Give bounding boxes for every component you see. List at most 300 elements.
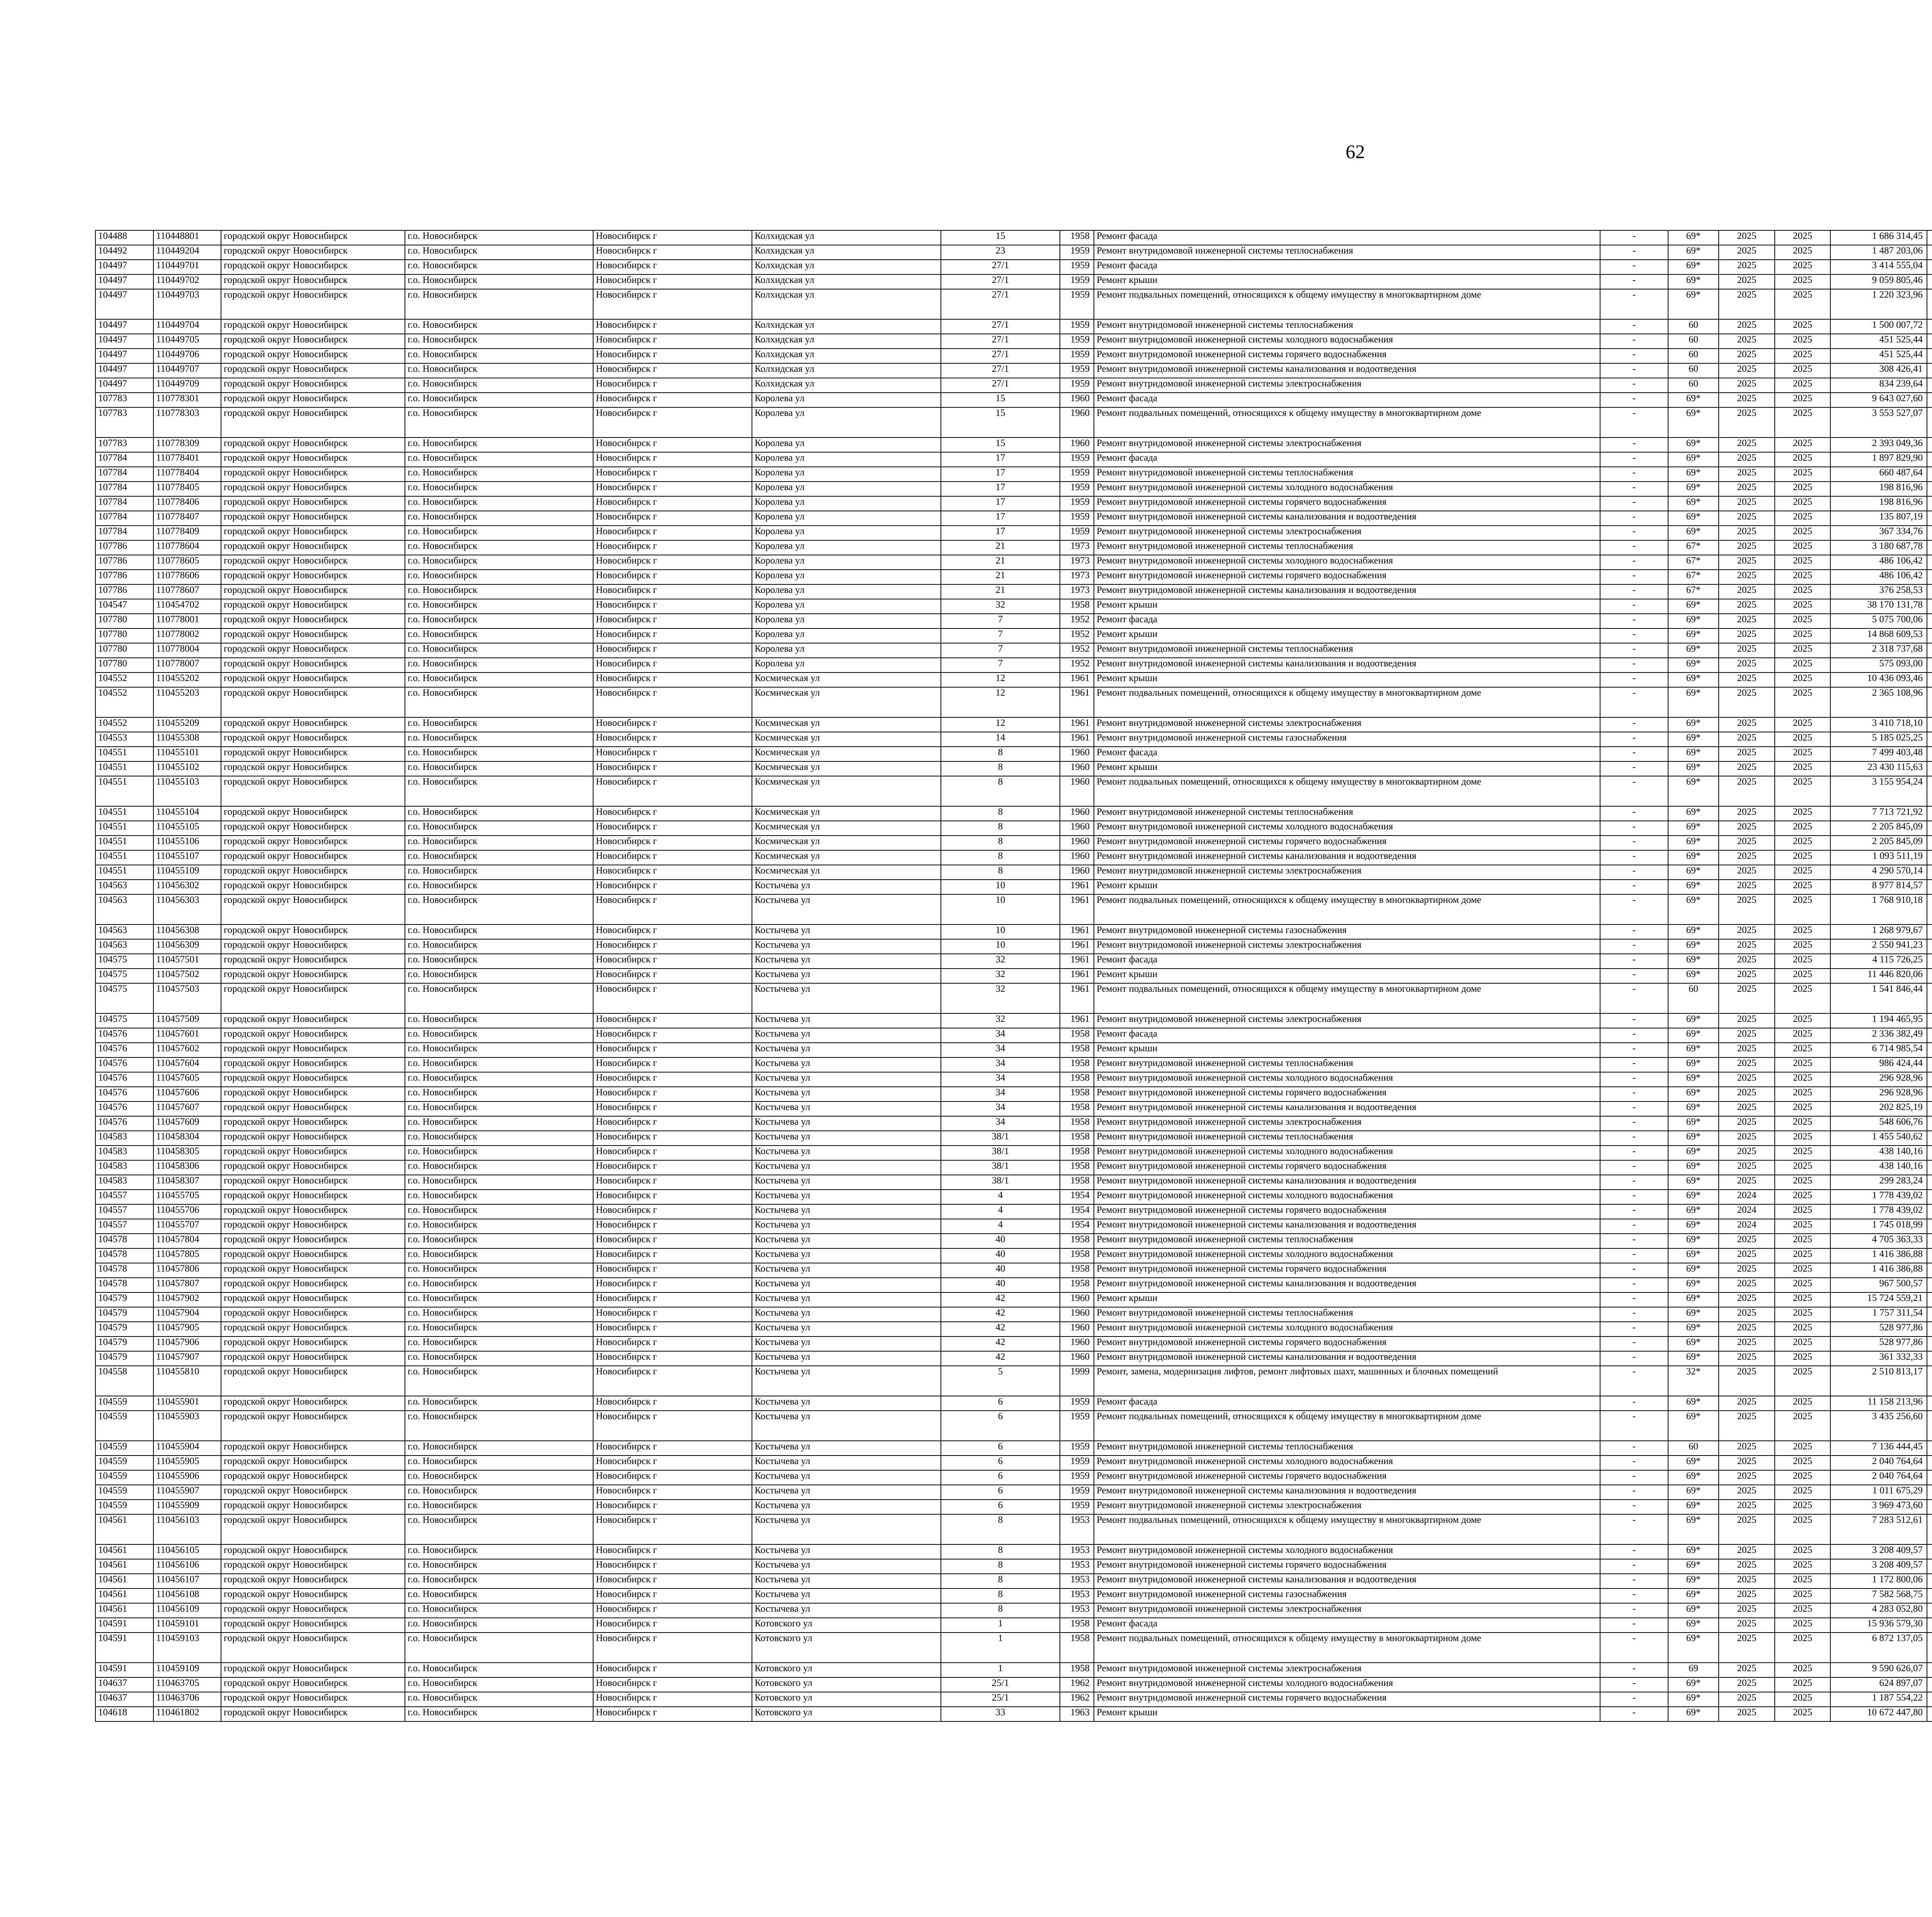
build-year-cell: 1958 xyxy=(1060,599,1094,614)
completion-year-cell: 2025 xyxy=(1775,1057,1830,1072)
build-year-cell: 1959 xyxy=(1060,274,1094,289)
work-type-cell: Ремонт внутридомовой инженерной системы холодного водоснабжения xyxy=(1094,1146,1600,1160)
planned-year-cell: 2025 xyxy=(1719,274,1775,289)
locality-cell: Новосибирск г xyxy=(593,1307,752,1322)
municipality-cell: г.о. Новосибирск xyxy=(405,880,593,894)
total-cost-cell: 308 426,41 xyxy=(1830,363,1927,378)
locality-cell: Новосибирск г xyxy=(593,230,752,245)
planned-year-cell: 2025 xyxy=(1719,1278,1775,1292)
municipality-cell: г.о. Новосибирск xyxy=(405,482,593,496)
house-number-cell: 34 xyxy=(941,1028,1060,1043)
district-cell: городской округ Новосибирск xyxy=(221,1219,405,1234)
locality-cell: Новосибирск г xyxy=(593,614,752,628)
municipality-cell: г.о. Новосибирск xyxy=(405,467,593,482)
object-id-cell: 104563 xyxy=(95,894,153,924)
municipality-cell: г.о. Новосибирск xyxy=(405,836,593,850)
work-type-cell: Ремонт фасада xyxy=(1094,1396,1600,1411)
placeholder-cell: - xyxy=(1600,1500,1668,1514)
locality-cell: Новосибирск г xyxy=(593,1043,752,1057)
locality-cell: Новосибирск г xyxy=(593,717,752,732)
district-cell: городской округ Новосибирск xyxy=(221,1072,405,1087)
total-cost-cell: 1 778 439,02 xyxy=(1830,1204,1927,1219)
completion-year-cell: 2025 xyxy=(1775,438,1830,452)
fund-cost-cell xyxy=(1927,363,1932,378)
municipality-cell: г.о. Новосибирск xyxy=(405,1234,593,1248)
house-number-cell: 32 xyxy=(941,1013,1060,1028)
fund-cost-cell xyxy=(1927,349,1932,363)
object-id-cell: 104576 xyxy=(95,1057,153,1072)
build-year-cell: 1960 xyxy=(1060,865,1094,880)
planned-year-cell: 2025 xyxy=(1719,1072,1775,1087)
table-row xyxy=(95,540,1932,555)
fund-cost-cell xyxy=(1927,954,1932,969)
completion-year-cell: 2025 xyxy=(1775,363,1830,378)
planned-year-cell: 2025 xyxy=(1719,983,1775,1013)
total-cost-cell: 2 040 764,64 xyxy=(1830,1470,1927,1485)
object-id-cell: 104561 xyxy=(95,1559,153,1574)
build-year-cell: 1958 xyxy=(1060,1072,1094,1087)
completion-year-cell: 2025 xyxy=(1775,482,1830,496)
work-code-cell: 110458304 xyxy=(153,1131,221,1146)
municipality-cell: г.о. Новосибирск xyxy=(405,1500,593,1514)
table-row xyxy=(95,1618,1932,1633)
completion-year-cell: 2025 xyxy=(1775,687,1830,717)
work-type-cell: Ремонт внутридомовой инженерной системы канализования и водоотведения xyxy=(1094,658,1600,672)
fund-cost-cell xyxy=(1927,643,1932,658)
municipality-cell: г.о. Новосибирск xyxy=(405,1485,593,1500)
placeholder-cell: - xyxy=(1600,1146,1668,1160)
locality-cell: Новосибирск г xyxy=(593,1366,752,1396)
object-id-cell: 104578 xyxy=(95,1278,153,1292)
planned-year-cell: 2025 xyxy=(1719,1588,1775,1603)
fund-cost-cell xyxy=(1927,1057,1932,1072)
work-type-cell: Ремонт внутридомовой инженерной системы канализования и водоотведения xyxy=(1094,1219,1600,1234)
street-cell: Костычева ул xyxy=(752,1248,941,1263)
table-row xyxy=(95,1559,1932,1574)
work-type-cell: Ремонт фасада xyxy=(1094,393,1600,407)
municipality-cell: г.о. Новосибирск xyxy=(405,1307,593,1322)
work-type-cell: Ремонт внутридомовой инженерной системы канализования и водоотведения xyxy=(1094,363,1600,378)
house-number-cell: 8 xyxy=(941,1588,1060,1603)
municipality-cell: г.о. Новосибирск xyxy=(405,289,593,319)
work-type-cell: Ремонт внутридомовой инженерной системы электроснабжения xyxy=(1094,378,1600,393)
fund-cost-cell xyxy=(1927,717,1932,732)
planned-year-cell: 2025 xyxy=(1719,1707,1775,1721)
total-cost-cell: 23 430 115,63 xyxy=(1830,761,1927,776)
planned-year-cell: 2025 xyxy=(1719,1175,1775,1190)
service-life-cell: 69* xyxy=(1668,1131,1719,1146)
street-cell: Костычева ул xyxy=(752,1219,941,1234)
build-year-cell: 1960 xyxy=(1060,850,1094,865)
service-life-cell: 69* xyxy=(1668,924,1719,939)
completion-year-cell: 2025 xyxy=(1775,894,1830,924)
municipality-cell: г.о. Новосибирск xyxy=(405,1366,593,1396)
street-cell: Королева ул xyxy=(752,496,941,511)
house-number-cell: 8 xyxy=(941,761,1060,776)
locality-cell: Новосибирск г xyxy=(593,1146,752,1160)
fund-cost-cell xyxy=(1927,836,1932,850)
placeholder-cell: - xyxy=(1600,969,1668,983)
build-year-cell: 1959 xyxy=(1060,289,1094,319)
object-id-cell: 104497 xyxy=(95,334,153,349)
planned-year-cell: 2025 xyxy=(1719,880,1775,894)
fund-cost-cell xyxy=(1927,1087,1932,1102)
object-id-cell: 104551 xyxy=(95,821,153,836)
planned-year-cell: 2025 xyxy=(1719,1336,1775,1351)
build-year-cell: 1958 xyxy=(1060,1663,1094,1677)
municipality-cell: г.о. Новосибирск xyxy=(405,1603,593,1618)
placeholder-cell: - xyxy=(1600,1072,1668,1087)
street-cell: Космическая ул xyxy=(752,836,941,850)
work-code-cell: 110456106 xyxy=(153,1559,221,1574)
house-number-cell: 33 xyxy=(941,1707,1060,1721)
work-code-cell: 110449706 xyxy=(153,349,221,363)
municipality-cell: г.о. Новосибирск xyxy=(405,1544,593,1559)
municipality-cell: г.о. Новосибирск xyxy=(405,438,593,452)
work-type-cell: Ремонт внутридомовой инженерной системы холодного водоснабжения xyxy=(1094,555,1600,570)
planned-year-cell: 2025 xyxy=(1719,894,1775,924)
work-code-cell: 110459109 xyxy=(153,1663,221,1677)
locality-cell: Новосибирск г xyxy=(593,1544,752,1559)
district-cell: городской округ Новосибирск xyxy=(221,438,405,452)
service-life-cell: 69* xyxy=(1668,511,1719,526)
work-code-cell: 110456302 xyxy=(153,880,221,894)
service-life-cell: 60 xyxy=(1668,349,1719,363)
placeholder-cell: - xyxy=(1600,924,1668,939)
completion-year-cell: 2025 xyxy=(1775,1559,1830,1574)
street-cell: Космическая ул xyxy=(752,776,941,806)
street-cell: Королева ул xyxy=(752,482,941,496)
district-cell: городской округ Новосибирск xyxy=(221,850,405,865)
build-year-cell: 1952 xyxy=(1060,628,1094,643)
total-cost-cell: 624 897,07 xyxy=(1830,1677,1927,1692)
completion-year-cell: 2025 xyxy=(1775,1603,1830,1618)
locality-cell: Новосибирск г xyxy=(593,407,752,438)
object-id-cell: 104557 xyxy=(95,1204,153,1219)
object-id-cell: 104591 xyxy=(95,1618,153,1633)
district-cell: городской округ Новосибирск xyxy=(221,274,405,289)
build-year-cell: 1959 xyxy=(1060,511,1094,526)
house-number-cell: 7 xyxy=(941,643,1060,658)
house-number-cell: 21 xyxy=(941,584,1060,599)
completion-year-cell: 2025 xyxy=(1775,1707,1830,1721)
placeholder-cell: - xyxy=(1600,1322,1668,1336)
locality-cell: Новосибирск г xyxy=(593,1263,752,1278)
service-life-cell: 67* xyxy=(1668,570,1719,584)
placeholder-cell: - xyxy=(1600,1175,1668,1190)
work-type-cell: Ремонт внутридомовой инженерной системы холодного водоснабжения xyxy=(1094,821,1600,836)
completion-year-cell: 2025 xyxy=(1775,599,1830,614)
locality-cell: Новосибирск г xyxy=(593,1190,752,1204)
work-type-cell: Ремонт внутридомовой инженерной системы горячего водоснабжения xyxy=(1094,496,1600,511)
locality-cell: Новосибирск г xyxy=(593,438,752,452)
service-life-cell: 69* xyxy=(1668,1544,1719,1559)
district-cell: городской округ Новосибирск xyxy=(221,378,405,393)
district-cell: городской округ Новосибирск xyxy=(221,1102,405,1116)
total-cost-cell: 575 093,00 xyxy=(1830,658,1927,672)
service-life-cell: 69* xyxy=(1668,1411,1719,1441)
service-life-cell: 60 xyxy=(1668,363,1719,378)
placeholder-cell: - xyxy=(1600,1411,1668,1441)
work-type-cell: Ремонт внутридомовой инженерной системы горячего водоснабжения xyxy=(1094,1204,1600,1219)
street-cell: Костычева ул xyxy=(752,894,941,924)
table-body xyxy=(95,230,1932,1721)
build-year-cell: 1960 xyxy=(1060,821,1094,836)
build-year-cell: 1960 xyxy=(1060,1336,1094,1351)
district-cell: городской округ Новосибирск xyxy=(221,1500,405,1514)
build-year-cell: 1959 xyxy=(1060,349,1094,363)
build-year-cell: 1960 xyxy=(1060,1307,1094,1322)
district-cell: городской округ Новосибирск xyxy=(221,1677,405,1692)
locality-cell: Новосибирск г xyxy=(593,496,752,511)
service-life-cell: 69* xyxy=(1668,1322,1719,1336)
house-number-cell: 40 xyxy=(941,1234,1060,1248)
street-cell: Костычева ул xyxy=(752,1087,941,1102)
total-cost-cell: 299 283,24 xyxy=(1830,1175,1927,1190)
work-code-cell: 110455202 xyxy=(153,672,221,687)
placeholder-cell: - xyxy=(1600,1234,1668,1248)
table-row xyxy=(95,1234,1932,1248)
work-type-cell: Ремонт подвальных помещений, относящихся к общему имуществу в многоквартирном доме xyxy=(1094,407,1600,438)
planned-year-cell: 2025 xyxy=(1719,230,1775,245)
table-row xyxy=(95,687,1932,717)
service-life-cell: 69* xyxy=(1668,1336,1719,1351)
district-cell: городской округ Новосибирск xyxy=(221,482,405,496)
planned-year-cell: 2025 xyxy=(1719,1574,1775,1588)
street-cell: Королева ул xyxy=(752,614,941,628)
district-cell: городской округ Новосибирск xyxy=(221,1057,405,1072)
completion-year-cell: 2025 xyxy=(1775,452,1830,467)
object-id-cell: 104559 xyxy=(95,1470,153,1485)
planned-year-cell: 2025 xyxy=(1719,349,1775,363)
object-id-cell: 104637 xyxy=(95,1692,153,1707)
work-code-cell: 110778607 xyxy=(153,584,221,599)
service-life-cell: 69* xyxy=(1668,1588,1719,1603)
house-number-cell: 12 xyxy=(941,717,1060,732)
municipality-cell: г.о. Новосибирск xyxy=(405,1263,593,1278)
service-life-cell: 69* xyxy=(1668,1028,1719,1043)
build-year-cell: 1952 xyxy=(1060,643,1094,658)
table-row xyxy=(95,614,1932,628)
work-code-cell: 110455901 xyxy=(153,1396,221,1411)
table-row xyxy=(95,1366,1932,1396)
fund-cost-cell xyxy=(1927,1190,1932,1204)
object-id-cell: 107784 xyxy=(95,496,153,511)
house-number-cell: 40 xyxy=(941,1278,1060,1292)
planned-year-cell: 2025 xyxy=(1719,496,1775,511)
municipality-cell: г.о. Новосибирск xyxy=(405,628,593,643)
fund-cost-cell xyxy=(1927,496,1932,511)
total-cost-cell: 2 393 049,36 xyxy=(1830,438,1927,452)
table-row xyxy=(95,983,1932,1013)
table-row xyxy=(95,1204,1932,1219)
work-type-cell: Ремонт фасада xyxy=(1094,954,1600,969)
build-year-cell: 1954 xyxy=(1060,1190,1094,1204)
service-life-cell: 69* xyxy=(1668,1456,1719,1470)
object-id-cell: 104547 xyxy=(95,599,153,614)
street-cell: Костычева ул xyxy=(752,969,941,983)
object-id-cell: 107780 xyxy=(95,628,153,643)
service-life-cell: 69* xyxy=(1668,732,1719,747)
table-row xyxy=(95,1544,1932,1559)
fund-cost-cell xyxy=(1927,821,1932,836)
completion-year-cell: 2025 xyxy=(1775,1692,1830,1707)
house-number-cell: 34 xyxy=(941,1057,1060,1072)
locality-cell: Новосибирск г xyxy=(593,850,752,865)
total-cost-cell: 1 757 311,54 xyxy=(1830,1307,1927,1322)
fund-cost-cell xyxy=(1927,628,1932,643)
placeholder-cell: - xyxy=(1600,599,1668,614)
planned-year-cell: 2025 xyxy=(1719,1514,1775,1544)
completion-year-cell: 2025 xyxy=(1775,1190,1830,1204)
table-row xyxy=(95,1411,1932,1441)
placeholder-cell: - xyxy=(1600,1544,1668,1559)
work-code-cell: 110449704 xyxy=(153,319,221,334)
placeholder-cell: - xyxy=(1600,732,1668,747)
build-year-cell: 1962 xyxy=(1060,1692,1094,1707)
build-year-cell: 1952 xyxy=(1060,658,1094,672)
municipality-cell: г.о. Новосибирск xyxy=(405,526,593,540)
build-year-cell: 1958 xyxy=(1060,1175,1094,1190)
placeholder-cell: - xyxy=(1600,1102,1668,1116)
house-number-cell: 27/1 xyxy=(941,363,1060,378)
work-code-cell: 110778405 xyxy=(153,482,221,496)
planned-year-cell: 2025 xyxy=(1719,672,1775,687)
total-cost-cell: 486 106,42 xyxy=(1830,570,1927,584)
completion-year-cell: 2025 xyxy=(1775,1663,1830,1677)
table-row xyxy=(95,482,1932,496)
object-id-cell: 104583 xyxy=(95,1146,153,1160)
service-life-cell: 69* xyxy=(1668,643,1719,658)
service-life-cell: 67* xyxy=(1668,555,1719,570)
total-cost-cell: 15 936 579,30 xyxy=(1830,1618,1927,1633)
house-number-cell: 32 xyxy=(941,599,1060,614)
build-year-cell: 1973 xyxy=(1060,584,1094,599)
fund-cost-cell xyxy=(1927,658,1932,672)
placeholder-cell: - xyxy=(1600,1043,1668,1057)
district-cell: городской округ Новосибирск xyxy=(221,1396,405,1411)
work-code-cell: 110457905 xyxy=(153,1322,221,1336)
service-life-cell: 69* xyxy=(1668,482,1719,496)
house-number-cell: 42 xyxy=(941,1322,1060,1336)
object-id-cell: 104561 xyxy=(95,1544,153,1559)
house-number-cell: 7 xyxy=(941,658,1060,672)
street-cell: Королева ул xyxy=(752,628,941,643)
work-type-cell: Ремонт внутридомовой инженерной системы холодного водоснабжения xyxy=(1094,1322,1600,1336)
placeholder-cell: - xyxy=(1600,260,1668,274)
completion-year-cell: 2025 xyxy=(1775,1574,1830,1588)
service-life-cell: 69* xyxy=(1668,1677,1719,1692)
build-year-cell: 1952 xyxy=(1060,614,1094,628)
planned-year-cell: 2025 xyxy=(1719,1248,1775,1263)
municipality-cell: г.о. Новосибирск xyxy=(405,894,593,924)
planned-year-cell: 2025 xyxy=(1719,969,1775,983)
placeholder-cell: - xyxy=(1600,1013,1668,1028)
total-cost-cell: 1 093 511,19 xyxy=(1830,850,1927,865)
work-type-cell: Ремонт внутридомовой инженерной системы электроснабжения xyxy=(1094,526,1600,540)
object-id-cell: 104551 xyxy=(95,761,153,776)
completion-year-cell: 2025 xyxy=(1775,1544,1830,1559)
object-id-cell: 107780 xyxy=(95,643,153,658)
build-year-cell: 1958 xyxy=(1060,1160,1094,1175)
fund-cost-cell xyxy=(1927,1470,1932,1485)
completion-year-cell: 2025 xyxy=(1775,1160,1830,1175)
municipality-cell: г.о. Новосибирск xyxy=(405,954,593,969)
placeholder-cell: - xyxy=(1600,806,1668,821)
work-type-cell: Ремонт внутридомовой инженерной системы канализования и водоотведения xyxy=(1094,511,1600,526)
municipality-cell: г.о. Новосибирск xyxy=(405,319,593,334)
service-life-cell: 60 xyxy=(1668,1441,1719,1456)
work-code-cell: 110463706 xyxy=(153,1692,221,1707)
completion-year-cell: 2025 xyxy=(1775,1411,1830,1441)
completion-year-cell: 2025 xyxy=(1775,1500,1830,1514)
work-code-cell: 110463705 xyxy=(153,1677,221,1692)
planned-year-cell: 2025 xyxy=(1719,363,1775,378)
house-number-cell: 6 xyxy=(941,1456,1060,1470)
total-cost-cell: 1 187 554,22 xyxy=(1830,1692,1927,1707)
locality-cell: Новосибирск г xyxy=(593,393,752,407)
table-row xyxy=(95,438,1932,452)
street-cell: Космическая ул xyxy=(752,850,941,865)
total-cost-cell: 1 011 675,29 xyxy=(1830,1485,1927,1500)
object-id-cell: 104559 xyxy=(95,1456,153,1470)
planned-year-cell: 2025 xyxy=(1719,540,1775,555)
fund-cost-cell xyxy=(1927,1116,1932,1131)
table-row xyxy=(95,1677,1932,1692)
house-number-cell: 17 xyxy=(941,452,1060,467)
build-year-cell: 1960 xyxy=(1060,836,1094,850)
house-number-cell: 25/1 xyxy=(941,1692,1060,1707)
placeholder-cell: - xyxy=(1600,1633,1668,1663)
completion-year-cell: 2025 xyxy=(1775,1441,1830,1456)
locality-cell: Новосибирск г xyxy=(593,1072,752,1087)
locality-cell: Новосибирск г xyxy=(593,1677,752,1692)
object-id-cell: 104563 xyxy=(95,924,153,939)
placeholder-cell: - xyxy=(1600,1190,1668,1204)
build-year-cell: 1959 xyxy=(1060,260,1094,274)
placeholder-cell: - xyxy=(1600,274,1668,289)
total-cost-cell: 3 553 527,07 xyxy=(1830,407,1927,438)
object-id-cell: 104576 xyxy=(95,1102,153,1116)
street-cell: Костычева ул xyxy=(752,1116,941,1131)
municipality-cell: г.о. Новосибирск xyxy=(405,1336,593,1351)
work-type-cell: Ремонт внутридомовой инженерной системы теплоснабжения xyxy=(1094,1131,1600,1146)
municipality-cell: г.о. Новосибирск xyxy=(405,274,593,289)
table-row xyxy=(95,1351,1932,1366)
work-code-cell: 110457609 xyxy=(153,1116,221,1131)
street-cell: Костычева ул xyxy=(752,1146,941,1160)
municipality-cell: г.о. Новосибирск xyxy=(405,1514,593,1544)
build-year-cell: 1960 xyxy=(1060,806,1094,821)
street-cell: Космическая ул xyxy=(752,672,941,687)
table-row xyxy=(95,776,1932,806)
build-year-cell: 1954 xyxy=(1060,1219,1094,1234)
house-number-cell: 12 xyxy=(941,672,1060,687)
work-type-cell: Ремонт внутридомовой инженерной системы теплоснабжения xyxy=(1094,1307,1600,1322)
work-code-cell: 110449705 xyxy=(153,334,221,349)
total-cost-cell: 3 155 954,24 xyxy=(1830,776,1927,806)
house-number-cell: 42 xyxy=(941,1336,1060,1351)
municipality-cell: г.о. Новосибирск xyxy=(405,1248,593,1263)
fund-cost-cell xyxy=(1927,969,1932,983)
street-cell: Костычева ул xyxy=(752,1603,941,1618)
work-type-cell: Ремонт внутридомовой инженерной системы канализования и водоотведения xyxy=(1094,1102,1600,1116)
locality-cell: Новосибирск г xyxy=(593,1013,752,1028)
work-code-cell: 110458306 xyxy=(153,1160,221,1175)
completion-year-cell: 2025 xyxy=(1775,880,1830,894)
completion-year-cell: 2025 xyxy=(1775,1204,1830,1219)
placeholder-cell: - xyxy=(1600,687,1668,717)
